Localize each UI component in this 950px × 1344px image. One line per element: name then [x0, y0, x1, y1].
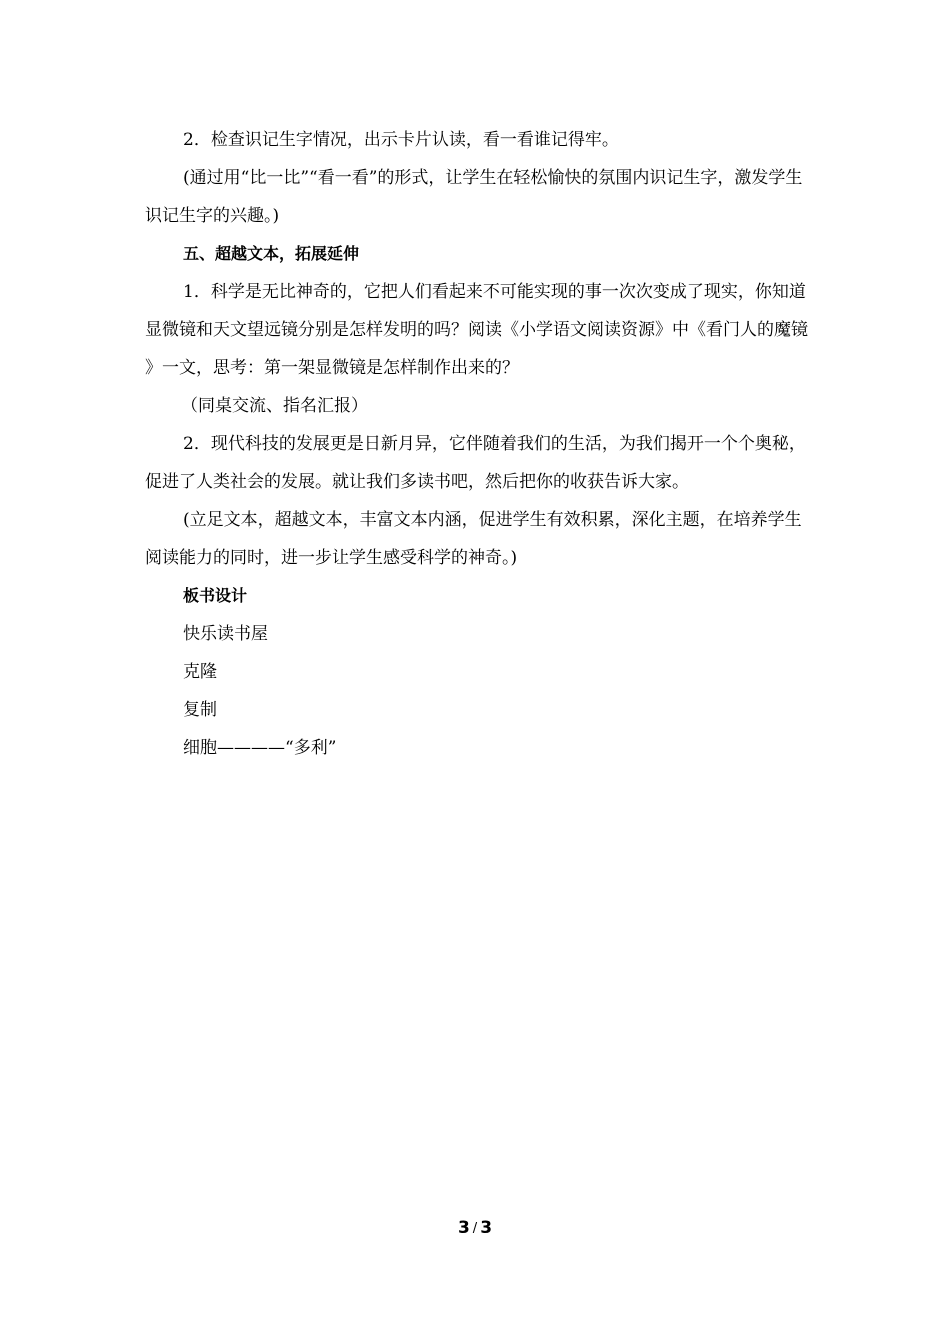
paragraph-desk-discussion: （同桌交流、指名汇报） [181, 396, 368, 416]
page-number [0, 1213, 950, 1245]
page-separator: / [472, 1221, 478, 1236]
total-page-number: 3 [480, 1218, 493, 1238]
board-line-happy-reading: 快乐读书屋 [183, 624, 268, 644]
board-line-clone: 克隆 [183, 662, 217, 682]
board-design-title: 板书设计 [183, 586, 248, 605]
paragraph-note-beyond-text: (立足文本，超越文本，丰富文本内涵，促进学生有效积累，深化主题，在培养学生阅读能力的同时，进一步让学生感受科学的神奇。) [145, 510, 802, 568]
paragraph-modern-technology: 2．现代科技的发展更是日新月异，它伴随着我们的生活，为我们揭开一个个奥秘，促进了人类社会的发展。就让我们多读书吧，然后把你的收获告诉大家。 [145, 434, 806, 492]
paragraph-check-characters: 2．检查识记生字情况，出示卡片认读，看一看谁记得牢。 [183, 130, 619, 150]
paragraph-science-reading: 1．科学是无比神奇的，它把人们看起来不可能实现的事一次次变成了现实，你知道显微镜和天文望远镜分别是怎样发明的吗？阅读《小学语文阅读资源》中《看门人的魔镜》一文，思考：第一架显微镜是怎样制作出来的？ [145, 282, 808, 378]
section-heading-extension: 五、超越文本，拓展延伸 [183, 244, 360, 263]
board-line-copy: 复制 [183, 700, 217, 720]
current-page-number: 3 [457, 1218, 470, 1238]
document-body [145, 121, 810, 767]
paragraph-note-compare: (通过用“比一比”“看一看”的形式，让学生在轻松愉快的氛围内识记生字，激发学生识记生字的兴趣。) [145, 168, 803, 226]
board-line-cell-dolly: 细胞————“多利” [183, 738, 337, 758]
